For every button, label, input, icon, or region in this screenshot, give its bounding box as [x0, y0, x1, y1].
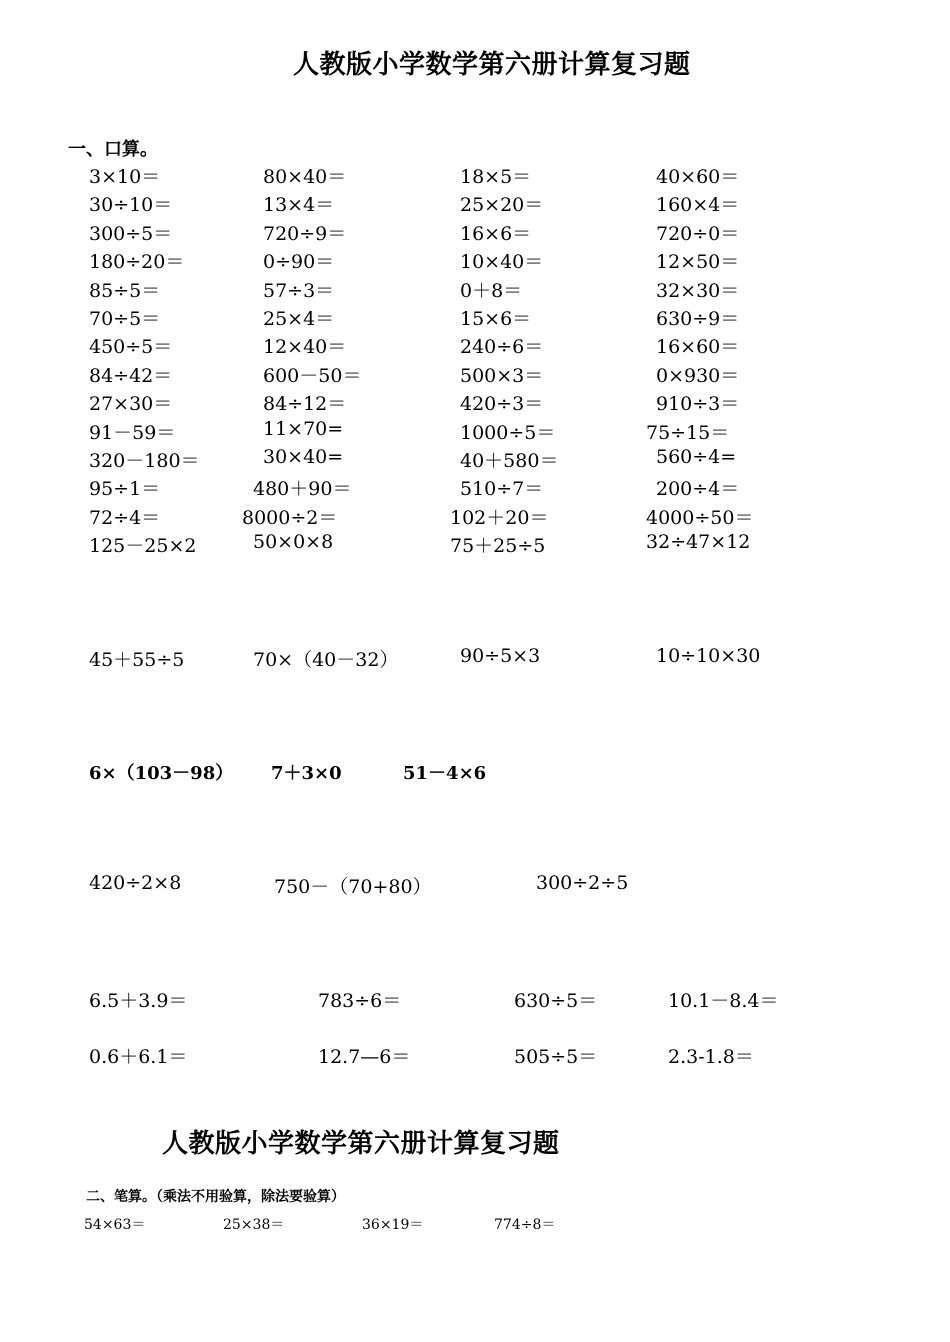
decimal-problem: 630÷5＝: [514, 990, 598, 1012]
oral-problem: 500×3＝: [460, 364, 544, 387]
oral-problem: 30÷10＝: [89, 194, 173, 217]
oral-problem: 450÷5＝: [89, 336, 173, 359]
oral-problem: 180÷20＝: [89, 251, 185, 274]
section-oral-heading: 一、口算。: [68, 139, 158, 160]
decimal-problem: 6.5＋3.9＝: [89, 990, 188, 1012]
oral-problem: 0＋8＝: [460, 279, 523, 302]
mixed-problem: 10÷10×30: [656, 645, 761, 667]
oral-problem: 8000÷2＝: [242, 506, 338, 529]
page-title-2: 人教版小学数学第六册计算复习题: [162, 1129, 560, 1159]
oral-problem: 630÷9＝: [656, 308, 740, 330]
oral-problem: 160×4＝: [656, 194, 740, 217]
oral-problem: 12×50＝: [656, 251, 740, 274]
oral-problem: 910÷3＝: [656, 393, 740, 416]
mixed-problem: 300÷2÷5: [536, 872, 629, 894]
oral-problem: 510÷7＝: [460, 478, 544, 501]
oral-problem: 25×20＝: [460, 194, 544, 217]
mixed-problem: 7＋3×0: [271, 763, 342, 784]
oral-problem: 13×4＝: [263, 194, 335, 217]
oral-problem: 40＋580＝: [460, 450, 559, 472]
oral-problem: 600－50＝: [263, 364, 362, 387]
oral-problem: 32×30＝: [656, 279, 740, 302]
oral-problem: 125－25×2: [89, 535, 197, 558]
oral-problem: 102＋20＝: [450, 506, 549, 529]
decimal-problem: 10.1－8.4＝: [668, 990, 779, 1012]
oral-problem: 320－180＝: [89, 450, 200, 472]
oral-problem: 240÷6＝: [460, 336, 544, 359]
oral-problem: 40×60＝: [656, 166, 740, 188]
oral-problem: 70÷5＝: [89, 308, 161, 330]
oral-problem: 32÷47×12: [646, 531, 751, 554]
oral-problem: 84÷42＝: [89, 364, 173, 387]
section-written-heading: 二、笔算。（乘法不用验算，除法要验算）: [86, 1189, 345, 1205]
oral-problem: 27×30＝: [89, 393, 173, 416]
oral-problem: 18×5＝: [460, 166, 532, 188]
written-problem: 54×63＝: [84, 1217, 146, 1233]
oral-problem: 72÷4＝: [89, 506, 161, 529]
oral-problem: 12×40＝: [263, 336, 347, 359]
oral-problem: 95÷1＝: [89, 478, 161, 501]
decimal-problem: 505÷5＝: [514, 1046, 598, 1068]
oral-problem: 720÷9＝: [263, 222, 347, 245]
oral-problem: 75＋25÷5: [450, 535, 546, 558]
written-problem: 25×38＝: [223, 1217, 285, 1233]
oral-problem: 84÷12＝: [263, 393, 347, 416]
oral-problem: 480＋90＝: [253, 478, 352, 501]
oral-problem: 11×70=: [263, 417, 344, 440]
mixed-problem: 90÷5×3: [460, 645, 541, 667]
mixed-problem: 70×（40－32）: [253, 649, 399, 671]
mixed-problem: 51－4×6: [403, 763, 487, 784]
mixed-problem: 750－（70+80）: [274, 876, 432, 898]
oral-problem: 1000÷5＝: [460, 421, 556, 444]
written-problem: 36×19＝: [362, 1217, 424, 1233]
oral-problem: 0÷90＝: [263, 251, 335, 274]
decimal-problem: 12.7—6＝: [318, 1046, 411, 1068]
oral-problem: 57÷3＝: [263, 279, 335, 302]
oral-problem: 50×0×8: [253, 531, 334, 554]
oral-problem: 75÷15＝: [646, 421, 730, 444]
oral-problem: 3×10＝: [89, 166, 161, 188]
oral-problem: 720÷0＝: [656, 222, 740, 245]
mixed-problem: 6×（103－98）: [89, 763, 234, 784]
oral-problem: 300÷5＝: [89, 222, 173, 245]
mixed-problem: 420÷2×8: [89, 872, 182, 894]
oral-problem: 25×4＝: [263, 308, 335, 330]
written-problem: 774÷8＝: [494, 1217, 556, 1233]
oral-problem: 200÷4＝: [656, 478, 740, 501]
oral-problem: 30×40=: [263, 446, 344, 468]
oral-problem: 420÷3＝: [460, 393, 544, 416]
oral-problem: 91－59＝: [89, 421, 176, 444]
oral-problem: 4000÷50＝: [646, 506, 754, 529]
page-title: 人教版小学数学第六册计算复习题: [293, 50, 691, 80]
decimal-problem: 2.3-1.8＝: [668, 1046, 754, 1068]
decimal-problem: 783÷6＝: [318, 990, 402, 1012]
oral-problem: 15×6＝: [460, 308, 532, 330]
oral-problem: 0×930＝: [656, 364, 740, 387]
decimal-problem: 0.6＋6.1＝: [89, 1046, 188, 1068]
oral-problem: 16×6＝: [460, 222, 532, 245]
oral-problem: 80×40＝: [263, 166, 347, 188]
oral-problem: 10×40＝: [460, 251, 544, 274]
oral-problem: 560÷4=: [656, 446, 737, 468]
oral-problem: 16×60＝: [656, 336, 740, 359]
oral-problem: 85÷5＝: [89, 279, 161, 302]
mixed-problem: 45＋55÷5: [89, 649, 185, 671]
